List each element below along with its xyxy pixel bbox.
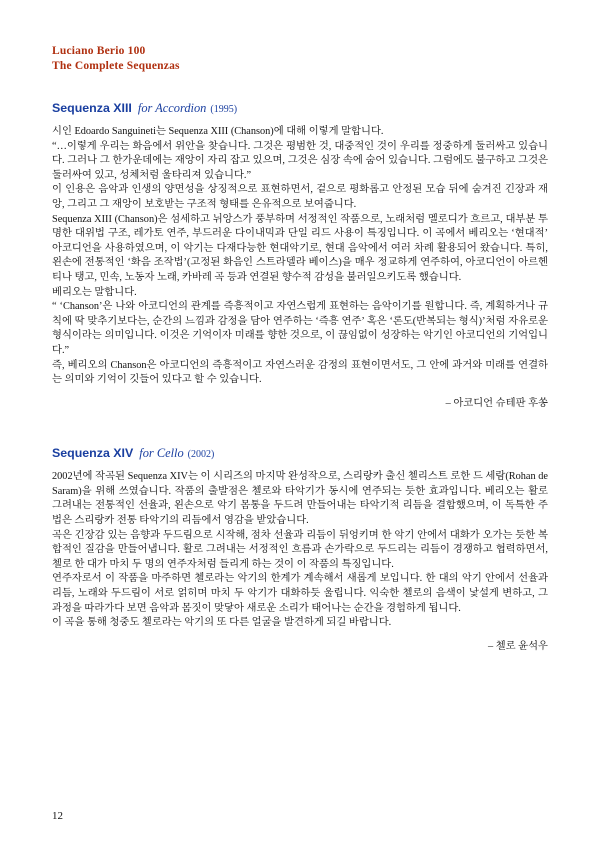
section-sequenza-xiv [52, 445, 548, 654]
section-instrument-text: for Cello [139, 446, 184, 461]
page-number: 12 [52, 810, 63, 822]
paragraph: 곡은 긴장감 있는 음향과 두드림으로 시작해, 점차 선율과 리듬이 뒤엉키며 한 악기 안에서 대화가 오가는 듯한 복합적인 질감을 만들어냅니다. 활로 그려내는 서정적인 흐름과 손가락으로 두드리는 리듬이 경쟁하고 협력하면서, 첼로 한 대가 마치 두 명의 연주자처럼 들리게 하는 것이 이 작품의 특징입니다. [52, 529, 548, 570]
header-title-line-2: The Complete Sequenzas [52, 60, 180, 72]
section-instrument-text: for Accordion [137, 101, 207, 115]
section-divider [52, 415, 548, 445]
paragraph: 베리오는 말합니다. [52, 286, 137, 298]
paragraph: 이 곡을 통해 청중도 첼로라는 악기의 또 다른 얼굴을 발견하게 되길 바랍니다. [52, 617, 392, 629]
section-year-text: (2002) [187, 449, 215, 461]
section-year-text: (1995) [210, 104, 238, 115]
section-heading [52, 100, 548, 118]
section-title-text: Sequenza XIII [52, 101, 132, 115]
paragraph: 2002년에 작곡된 Sequenza XIV는 이 시리즈의 마지막 완성작으로, 스리랑카 출신 첼리스트 로한 드 세람(Rohan de Saram)을 위해 쓰였습니다. 작품의 출발점은 첼로와 타악기가 동시에 연주되는 듯한 효과입니다. 베리오는 활로 그려내는 전통적인 선율과, 왼손으로 악기 몸통을 두드려 만들어내는 타악기적 리듬을 결합했으며, 이 독특한 주법은 스리랑카 전통 타악기의 리듬에서 영감을 받았습니다. [52, 471, 548, 527]
paragraph: 이 인용은 음악과 인생의 양면성을 상징적으로 표현하면서, 겉으로 평화롭고 안정된 모습 뒤에 숨겨진 긴장과 재앙, 그리고 그 재앙이 보호받는 구조적 형태를 은유적으로 보여줍니다. [52, 184, 548, 210]
paragraph: Sequenza XIII (Chanson)은 섬세하고 뉘앙스가 풍부하며 서정적인 작품으로, 노래처럼 멜로디가 흐르고, 대부분 투명한 대위법 구조, 레가토 연주, 부드러운 다이내믹과 단일 리드 사용이 특징입니다. 이 곡에서 베리오는 ‘현대적’ 아코디언을 사용하였으며, 이 악기는 다재다능한 현대악기로, 현대 음악에서 여러 차례 활용되어 왔습니다. 특히, 왼손에 전통적인 ‘화음 조작법’(고정된 화음인 스트라델라 베이스)을 매우 정교하게 연주하여, 아코디언이 아르헨티나 탱고, 민속, 노동자 노래, 카바레 곡 등과 연결된 향수적 감성을 불러일으키도록 했습니다. [52, 213, 548, 283]
section-sequenza-xiii [52, 100, 548, 411]
header-title-line-1: Luciano Berio 100 [52, 45, 146, 57]
paragraph: “ ‘Chanson’은 나와 아코디언의 관계를 즉흥적이고 자연스럽게 표현하는 음악이기를 원합니다. 즉, 계획하거나 규칙에 딱 맞추기보다는, 순간의 느낌과 감정을 담아 연주하는 ‘즉흥 연주’ 혹은 ‘론도(반복되는 형식)’처럼 자유로운 형식이라는 의미입니다. 이것은 기억이자 미래를 향한 것으로, 이 끊임없이 성장하는 악기인 아코디언의 기억입니다.” [52, 301, 548, 356]
section-signature: – 아코디언 슈테판 후쏭 [445, 397, 548, 409]
document-header [52, 44, 548, 74]
paragraph: 시인 Edoardo Sanguineti는 Sequenza XIII (Chanson)에 대해 이렇게 말합니다. [52, 126, 384, 137]
section-title-text: Sequenza XIV [52, 446, 134, 461]
paragraph: 즉, 베리오의 Chanson은 아코디언의 즉흥적이고 자연스러운 감정의 표현이면서도, 그 안에 과거와 미래를 연결하는 의미와 기억이 깃들어 있다고 할 수 있습니다. [52, 359, 548, 386]
paragraph: 연주자로서 이 작품을 마주하면 첼로라는 악기의 한계가 계속해서 새롭게 보입니다. 한 대의 악기 안에서 선율과 리듬, 노래와 두드림이 서로 얽히며 마치 두 악기가 대화하듯 울립니다. 익숙한 첼로의 음색이 낯설게 변하고, 그 과정을 따라가다 보면 음악과 몸짓이 맞닿아 새로운 소리가 태어나는 순간을 경험하게 됩니다. [52, 573, 548, 614]
section-heading [52, 445, 548, 463]
section-signature: – 첼로 윤석우 [487, 640, 548, 652]
paragraph: “…이렇게 우리는 화음에서 위안을 찾습니다. 그것은 평범한 것, 대중적인 것이 우리를 정중하게 둘러싸고 있습니다. 그러나 그 한가운데에는 재앙이 자리 잡고 있으며, 그것은 심장 속에 숨어 있습니다. 그럼에도 불구하고 그것은 둘러싸여 있고, 성체처럼 울타리져 있습니다.” [52, 140, 548, 181]
